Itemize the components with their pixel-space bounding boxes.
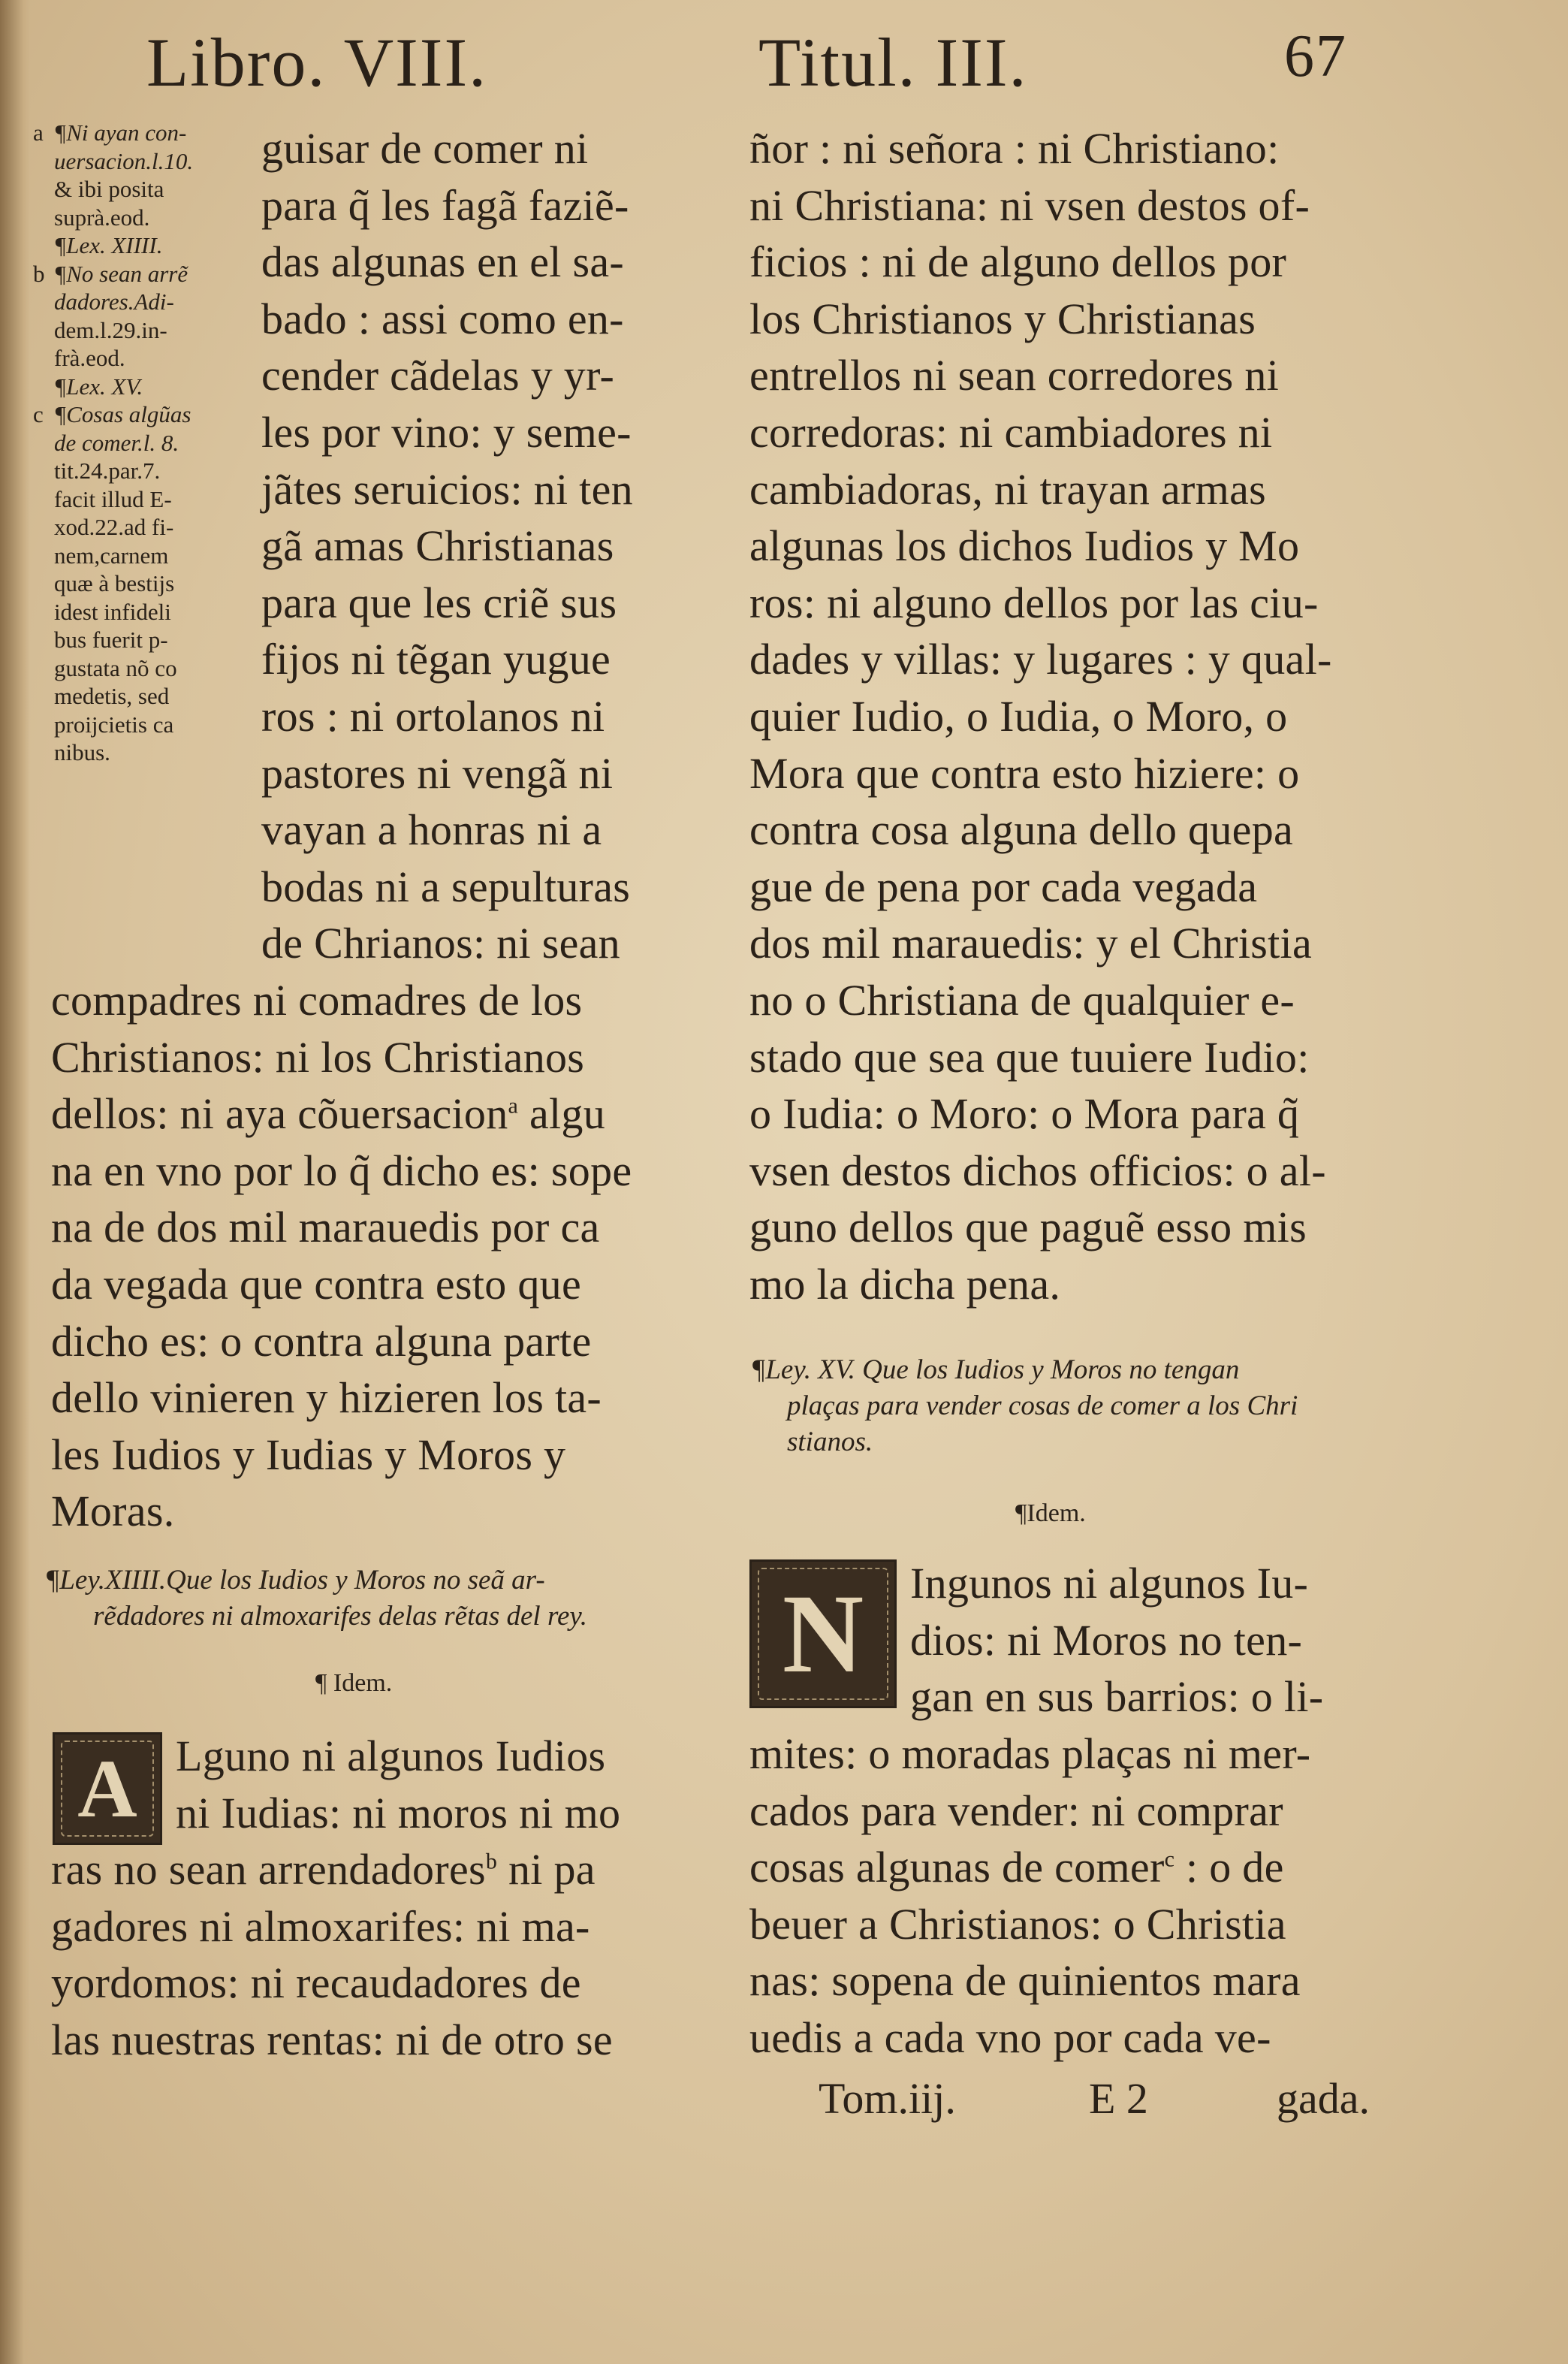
note-ref-a: a — [508, 1093, 519, 1119]
margin-note-b — [33, 260, 236, 401]
text-line: dello vinieren y hizieren los ta- — [51, 1373, 602, 1423]
text-line: das algunas en el sa- — [261, 237, 625, 287]
note-mark: c — [33, 401, 44, 427]
text-line: guisar de comer ni — [261, 124, 589, 173]
text-line: cender cãdelas y yr- — [261, 351, 615, 400]
text-line: contra cosa alguna dello quepa — [749, 805, 1294, 855]
text-line: dios: ni Moros no ten- — [910, 1615, 1303, 1665]
margin-line: proijcietis ca — [54, 711, 174, 738]
text-line: bado : assi como en- — [261, 294, 624, 343]
signature-mark: E 2 — [1089, 2074, 1148, 2123]
text-line: las nuestras rentas: ni de otro se — [51, 2015, 613, 2064]
idem-right: ¶Idem. — [1015, 1499, 1086, 1527]
text-line: bodas ni a sepulturas — [261, 862, 631, 911]
folio-number: 67 — [1284, 23, 1347, 89]
heading-line: plaças para vender cosas de comer a los Chri — [787, 1390, 1298, 1421]
margin-line: & ibi posita — [54, 176, 164, 202]
dropcap-letter: N — [782, 1571, 864, 1696]
text-line: les por vino: y seme- — [261, 407, 632, 457]
catchword: gada. — [1277, 2074, 1370, 2123]
text-line: para que les criẽ sus — [261, 578, 617, 627]
text-line: corredoras: ni cambiadores ni — [749, 407, 1273, 457]
margin-note-a — [33, 119, 236, 260]
margin-line: ¶Lex. XV. — [54, 373, 143, 400]
ley-xv-heading — [751, 1352, 1298, 1460]
margin-line: ¶Ni ayan con- — [54, 119, 187, 146]
margin-line: frà.eod. — [54, 345, 125, 371]
text-line: gue de pena por cada vegada — [749, 862, 1258, 911]
heading-line: stianos. — [787, 1427, 873, 1457]
left-column-upper — [261, 120, 633, 972]
margin-line: medetis, sed — [54, 683, 170, 709]
text-line: cados para vender: ni comprar — [749, 1786, 1283, 1835]
text-line: de Chrianos: ni sean — [261, 919, 620, 968]
left-capital-lines — [176, 1728, 620, 1841]
text-line: Mora que contra esto hiziere: o — [749, 748, 1300, 798]
margin-line: nem,carnem — [54, 542, 169, 569]
margin-line: dem.l.29.in- — [54, 316, 167, 343]
margin-line: nibus. — [54, 739, 110, 765]
text-line: guno dellos que paguẽ esso mis — [749, 1203, 1307, 1252]
text-line: ni Christiana: ni vsen destos of- — [749, 180, 1310, 230]
text-line: ros : ni ortolanos ni — [261, 691, 605, 741]
text-line: o Iudia: o Moro: o Mora para q̃ — [749, 1089, 1300, 1139]
margin-line: ¶Cosas algũas — [54, 401, 191, 427]
margin-line: uersacion.l.10. — [54, 147, 194, 174]
margin-line: tit.24.par.7. — [54, 457, 161, 484]
margin-line: facit illud E- — [54, 485, 172, 512]
marginal-notes — [33, 119, 236, 767]
text-line: vsen destos dichos officios: o al- — [749, 1146, 1326, 1195]
text-line: algunas los dichos Iudios y Mo — [749, 521, 1300, 571]
margin-line: xod.22.ad fi- — [54, 514, 174, 540]
text-line: ros: ni alguno dellos por las ciu- — [749, 578, 1319, 627]
text-span: dellos: ni aya cõuersacion — [51, 1089, 508, 1139]
text-line: mites: o moradas plaças ni mer- — [749, 1729, 1311, 1778]
running-head-book: Libro. VIII. — [146, 24, 488, 101]
text-line: da vegada que contra esto que — [51, 1259, 582, 1309]
text-line: vayan a honras ni a — [261, 805, 602, 855]
right-capital-lines — [910, 1555, 1323, 1725]
text-line: uedis a cada vno por cada ve- — [749, 2012, 1271, 2062]
text-line: na en vno por lo q̃ dicho es: sope — [51, 1146, 632, 1195]
running-head-title: Titul. III. — [758, 24, 1028, 101]
text-line: beuer a Christianos: o Christia — [749, 1899, 1286, 1949]
text-line: fijos ni tẽgan yugue — [261, 635, 611, 684]
text-line: para q̃ les fagã faziẽ- — [261, 180, 629, 230]
note-mark: a — [33, 119, 44, 146]
margin-line: ¶No sean arrẽ — [54, 260, 188, 287]
right-column-upper — [749, 120, 1332, 1312]
text-line: ficios : ni de alguno dellos por — [749, 237, 1287, 287]
text-line: nas: sopena de quinientos mara — [749, 1956, 1301, 2006]
text-line: na de dos mil marauedis por ca — [51, 1203, 600, 1252]
dropcap-a-ornament — [53, 1732, 162, 1845]
text-line — [51, 1085, 632, 1143]
margin-line: dadores.Adi- — [54, 288, 174, 315]
margin-note-c — [33, 400, 236, 767]
text-line: gadores ni almoxarifes: ni ma- — [51, 1901, 590, 1951]
ornament-border — [61, 1741, 154, 1837]
dropcap-n-ornament — [749, 1559, 897, 1708]
right-column-bottom — [749, 1725, 1310, 2067]
dropcap-letter: A — [77, 1742, 137, 1834]
text-line: stado que sea que tuuiere Iudio: — [749, 1032, 1310, 1082]
text-line: los Christianos y Christianas — [749, 294, 1256, 343]
text-line: jãtes seruicios: ni ten — [261, 464, 633, 514]
heading-line: ¶Ley. XV. Que los Iudios y Moros no tengan — [751, 1354, 1240, 1385]
text-span: cosas algunas de comer — [749, 1843, 1165, 1892]
text-span: ras no sean arrendadores — [51, 1845, 486, 1894]
margin-line: gustata nõ co — [54, 654, 177, 681]
text-line: gã amas Christianas — [261, 521, 614, 571]
text-span: algu — [518, 1089, 606, 1139]
heading-line: ¶Ley.XIIII.Que los Iudios y Moros no seã ar- — [45, 1565, 545, 1596]
text-line — [749, 1839, 1310, 1896]
text-line: cambiadoras, ni trayan armas — [749, 464, 1267, 514]
margin-line: suprà.eod. — [54, 204, 150, 231]
note-ref-b: b — [485, 1849, 498, 1874]
book-spine-shadow — [0, 0, 30, 2364]
note-ref-c: c — [1164, 1846, 1175, 1872]
text-line — [51, 1841, 613, 1898]
text-line: dades y villas: y lugares : y qual- — [749, 635, 1332, 684]
margin-line: bus fuerit p- — [54, 626, 168, 653]
text-span: : o de — [1174, 1843, 1284, 1892]
text-line: gan en sus barrios: o li- — [910, 1672, 1324, 1722]
text-line: no o Christiana de qualquier e- — [749, 975, 1295, 1025]
text-line: mo la dicha pena. — [749, 1259, 1061, 1309]
margin-line: quæ à bestijs — [54, 570, 175, 596]
margin-line: de comer.l. 8. — [54, 429, 179, 456]
text-line: yordomos: ni recaudadores de — [51, 1958, 581, 2008]
text-line: pastores ni vengã ni — [261, 748, 614, 798]
text-line: Ingunos ni algunos Iu- — [910, 1559, 1309, 1608]
heading-line: rẽdadores ni almoxarifes delas rẽtas del rey. — [93, 1601, 588, 1632]
text-line: ni Iudias: ni moros ni mo — [176, 1788, 621, 1837]
ornament-border — [758, 1568, 888, 1700]
note-mark: b — [33, 260, 45, 287]
text-line: quier Iudio, o Iudia, o Moro, o — [749, 691, 1288, 741]
left-column-bottom — [51, 1841, 613, 2068]
text-line: compadres ni comadres de los — [51, 976, 583, 1025]
text-line: entrellos ni sean corredores ni — [749, 351, 1280, 400]
text-line: ñor : ni señora : ni Christiano: — [749, 124, 1280, 173]
text-line: Moras. — [51, 1487, 175, 1536]
margin-line: idest infideli — [54, 598, 171, 625]
text-span: ni pa — [497, 1845, 596, 1894]
left-column-full — [51, 972, 632, 1540]
text-line: dos mil marauedis: y el Christia — [749, 919, 1312, 968]
text-line: Christianos: ni los Christianos — [51, 1032, 585, 1082]
text-line: dicho es: o contra alguna parte — [51, 1316, 592, 1366]
margin-line: ¶Lex. XIIII. — [54, 232, 163, 258]
ley-xiiii-heading — [45, 1562, 587, 1635]
idem-left: ¶ Idem. — [315, 1669, 393, 1697]
text-line: Lguno ni algunos Iudios — [176, 1731, 606, 1780]
text-line: les Iudios y Iudias y Moros y — [51, 1430, 566, 1479]
volume-mark: Tom.iij. — [819, 2074, 956, 2123]
